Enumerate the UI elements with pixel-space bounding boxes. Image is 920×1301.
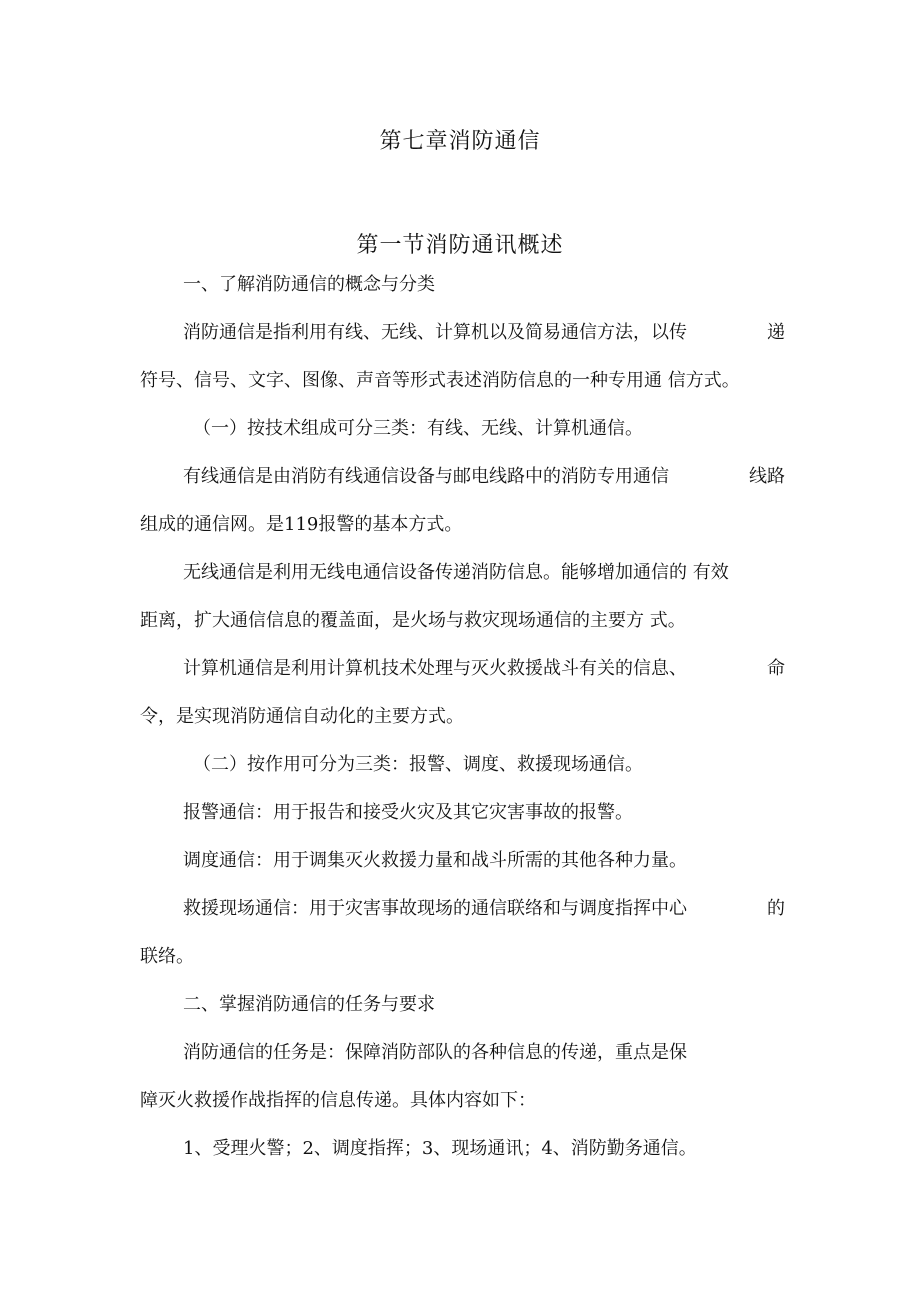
paragraph-line — [183, 321, 785, 345]
paragraph-line: 组成的通信网。是119报警的基本方式。 — [140, 514, 463, 535]
paragraph-text: 命 — [767, 658, 785, 679]
subheading-by-function: （二）按作用可分为三类：报警、调度、救援现场通信。 — [193, 754, 643, 775]
paragraph-text: 救援现场通信：用于灾害事故现场的通信联络和与调度指挥中心 — [183, 898, 687, 919]
paragraph-line: 令，是实现消防通信自动化的主要方式。 — [140, 706, 464, 727]
heading-tasks-requirements: 二、掌握消防通信的任务与要求 — [183, 994, 435, 1015]
section-title: 第一节消防通讯概述 — [356, 233, 564, 258]
paragraph-line: 无线通信是利用无线电通信设备传递消防信息。能够增加通信的 有效 — [183, 562, 729, 583]
paragraph-line: 报警通信：用于报告和接受火灾及其它灾害事故的报警。 — [183, 802, 633, 823]
paragraph-text: 递 — [767, 322, 785, 343]
paragraph-line: 消防通信的任务是：保障消防部队的各种信息的传递，重点是保 — [183, 1042, 687, 1063]
paragraph-line — [183, 657, 785, 681]
paragraph-text: 有线通信是由消防有线通信设备与邮电线路中的消防专用通信 — [183, 466, 669, 487]
paragraph-line: 联络。 — [140, 946, 194, 967]
paragraph-text: 的 — [767, 898, 785, 919]
paragraph-text: 计算机通信是利用计算机技术处理与灭火救援战斗有关的信息、 — [183, 658, 687, 679]
paragraph-line: 调度通信：用于调集灭火救援力量和战斗所需的其他各种力量。 — [183, 850, 687, 871]
paragraph-line: 障灭火救援作战指挥的信息传递。具体内容如下： — [140, 1090, 536, 1111]
subheading-by-technology: （一）按技术组成可分三类：有线、无线、计算机通信。 — [193, 418, 643, 439]
paragraph-text: 消防通信是指利用有线、无线、计算机以及简易通信方法，以传 — [183, 322, 687, 343]
heading-concept-classification: 一、了解消防通信的概念与分类 — [183, 274, 435, 295]
chapter-title: 第七章消防通信 — [379, 129, 541, 154]
paragraph-line: 符号、信号、文字、图像、声音等形式表述消防信息的一种专用通 信方式。 — [140, 370, 740, 391]
paragraph-text: 线路 — [749, 466, 785, 487]
paragraph-line — [183, 465, 785, 489]
paragraph-line: 距离，扩大通信信息的覆盖面，是火场与救灾现场通信的主要方 式。 — [140, 610, 686, 631]
paragraph-line — [183, 897, 785, 921]
task-list-line: 1、受理火警；2、调度指挥；3、现场通讯；4、消防勤务通信。 — [183, 1138, 697, 1159]
